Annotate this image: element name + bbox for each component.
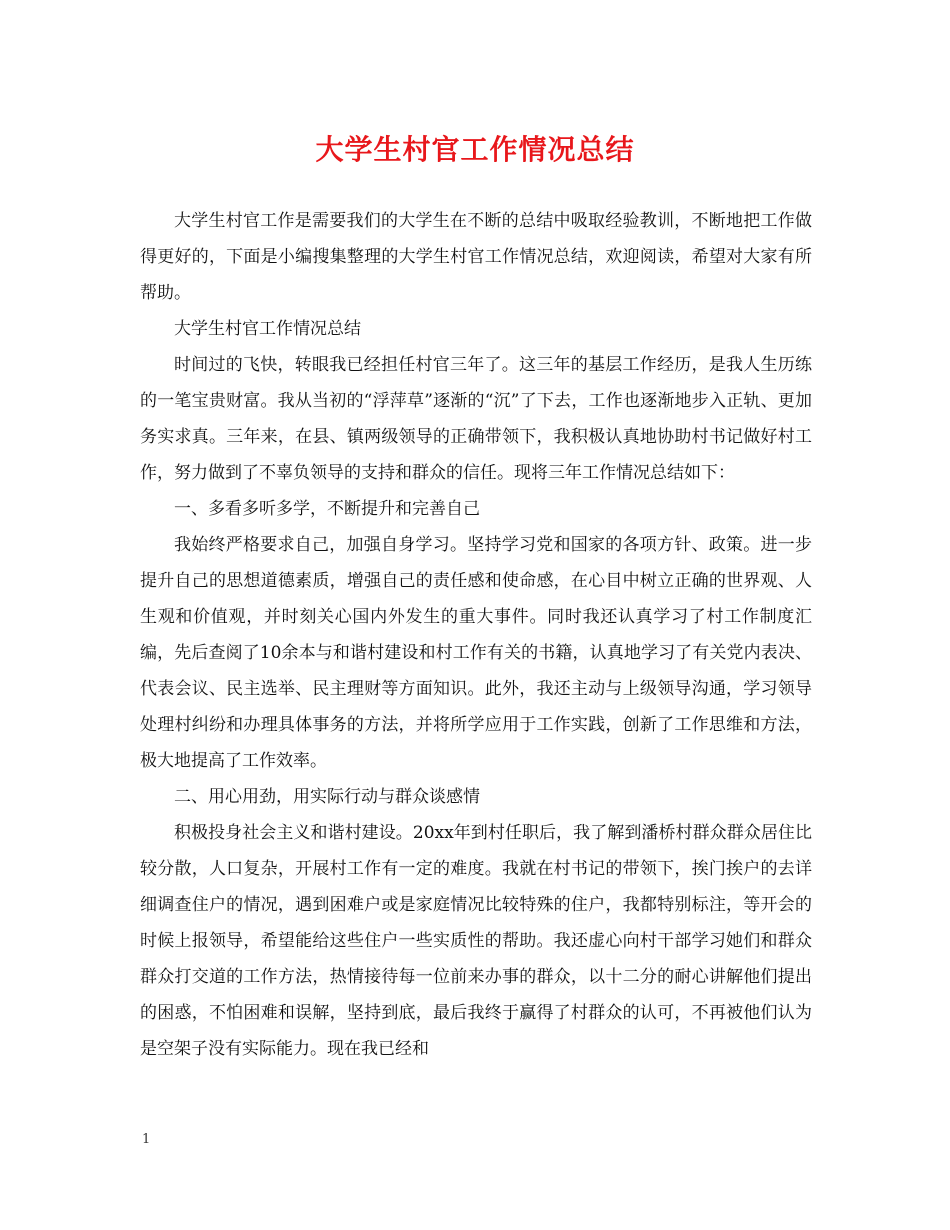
document-body [140,203,812,1067]
section-heading: 一、多看多听多学，不断提升和完善自己 [174,499,480,519]
section-heading: 大学生村官工作情况总结 [174,319,361,339]
section-heading: 二、用心用劲，用实际行动与群众谈感情 [174,787,480,807]
document-title: 大学生村官工作情况总结 [315,133,635,166]
body-paragraph: 积极投身社会主义和谐村建设。20xx年到村任职后，我了解到潘桥村群众群众居住比较分散，人口复杂，开展村工作有一定的难度。我就在村书记的带领下，挨门挨户的去详细调查住户的情况，遇到困难户或是家庭情况比较特殊的住户，我都特别标注，等开会的时候上报领导，希望能给这些住户一些实质性的帮助。我还虚心向村干部学习她们和群众群众打交道的工作方法，热情接待每一位前来办事的群众，以十二分的耐心讲解他们提出的困惑，不怕困难和误解，坚持到底，最后我终于赢得了村群众的认可，不再被他们认为是空架子没有实际能力。现在我已经和 [140,823,812,1059]
body-paragraph: 我始终严格要求自己，加强自身学习。坚持学习党和国家的各项方针、政策。进一步提升自己的思想道德素质，增强自己的责任感和使命感，在心目中树立正确的世界观、人生观和价值观，并时刻关心国内外发生的重大事件。同时我还认真学习了村工作制度汇编，先后查阅了10余本与和谐村建设和村工作有关的书籍，认真地学习了有关党内表决、代表会议、民主选举、民主理财等方面知识。此外，我还主动与上级领导沟通，学习领导处理村纠纷和办理具体事务的方法，并将所学应用于工作实践，创新了工作思维和方法，极大地提高了工作效率。 [140,535,812,771]
body-paragraph: 时间过的飞快，转眼我已经担任村官三年了。这三年的基层工作经历，是我人生历练的一笔宝贵财富。我从当初的“浮萍草”逐渐的“沉”了下去，工作也逐渐地步入正轨、更加务实求真。三年来，在县、镇两级领导的正确带领下，我积极认真地协助村书记做好村工作，努力做到了不辜负领导的支持和群众的信任。现将三年工作情况总结如下： [140,355,812,483]
intro-paragraph: 大学生村官工作是需要我们的大学生在不断的总结中吸取经验教训，不断地把工作做得更好的，下面是小编搜集整理的大学生村官工作情况总结，欢迎阅读，希望对大家有所帮助。 [140,211,812,303]
page-number: 1 [142,1132,151,1147]
